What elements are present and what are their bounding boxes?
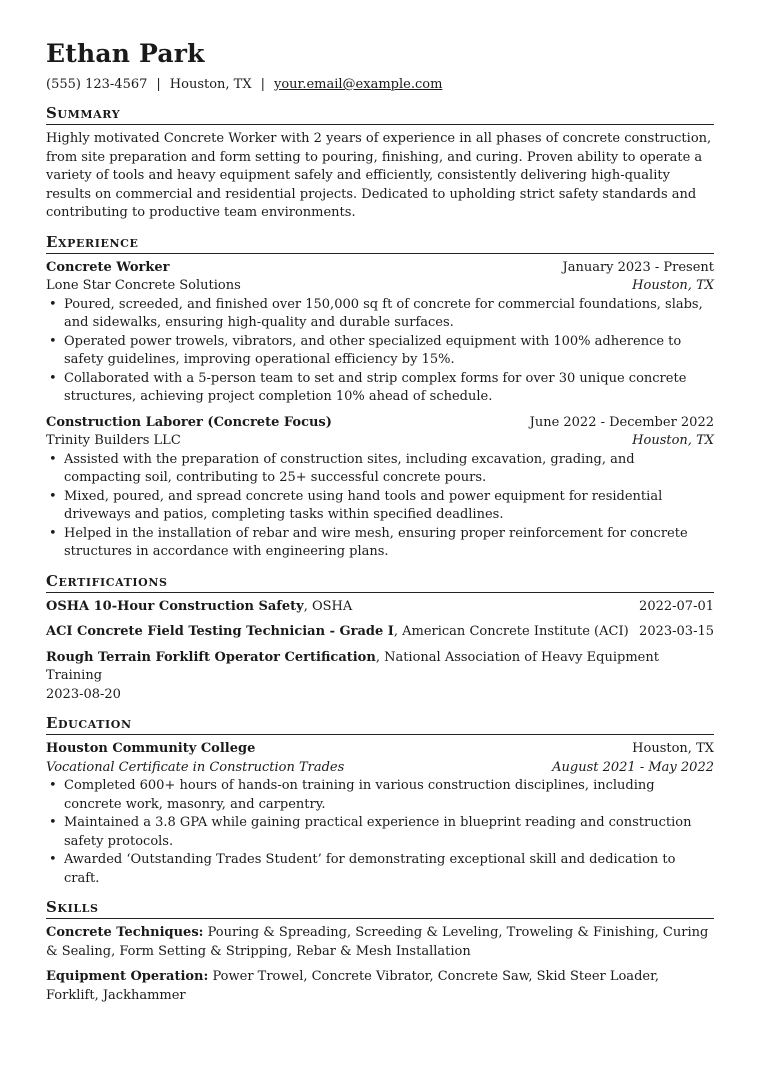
certification-name: OSHA 10-Hour Construction Safety — [46, 598, 304, 614]
bullet-item: • Completed 600+ hours of hands-on training in various construction disciplines, including concrete work, masonry, and carpentry. — [64, 777, 714, 814]
certification-item — [46, 649, 714, 705]
experience-section — [46, 232, 714, 562]
company-name: Lone Star Concrete Solutions — [46, 278, 241, 293]
certifications-section — [46, 571, 714, 705]
resume-page — [46, 38, 714, 1012]
skill-values: Pouring & Spreading, Screeding & Leveling, Troweling & Finishing, Curing & Sealing, Form Setting & Stripping, Rebar & Mesh Installation — [46, 925, 709, 959]
skill-label: Equipment Operation: — [46, 969, 209, 984]
contact-separator: | — [260, 77, 265, 92]
school-name: Houston Community College — [46, 741, 256, 756]
job-location: Houston, TX — [632, 278, 714, 293]
certification-date: 2023-03-15 — [639, 624, 714, 639]
phone: (555) 123-4567 — [46, 77, 148, 92]
section-heading-experience: Experience — [46, 232, 714, 254]
skill-values: Power Trowel, Concrete Vibrator, Concrete Saw, Skid Steer Loader, Forklift, Jackhammer — [46, 969, 659, 1003]
skill-group — [46, 968, 714, 1005]
program-name: Vocational Certificate in Construction Trades — [46, 759, 345, 775]
bullet-item: • Operated power trowels, vibrators, and other specialized equipment with 100% adherence to safety guidelines, improving operational efficiency by 15%. — [64, 333, 714, 370]
certification-item — [46, 598, 714, 617]
section-heading-skills: Skills — [46, 897, 714, 919]
section-heading-summary: Summary — [46, 103, 714, 125]
job-title: Concrete Worker — [46, 259, 170, 275]
certification-date: 2022-07-01 — [639, 598, 714, 614]
job-entry — [46, 259, 714, 407]
section-heading-certifications: Certifications — [46, 571, 714, 593]
contact-line — [46, 76, 714, 94]
skill-label: Concrete Techniques: — [46, 925, 204, 940]
location: Houston, TX — [169, 77, 252, 92]
certification-name: Rough Terrain Forklift Operator Certification — [46, 649, 376, 665]
job-title: Construction Laborer (Concrete Focus) — [46, 414, 332, 430]
job-location: Houston, TX — [632, 433, 714, 448]
summary-text: Highly motivated Concrete Worker with 2 years of experience in all phases of concrete construction, from site preparation and form setting to pouring, finishing, and curing. Proven ability to operate a variety of tools and heavy equipment safely and efficiently, consistently delivering high-quality results on commercial and residential projects. Dedicated to upholding strict safety standards and contributing to productive team environments. — [46, 131, 712, 220]
skill-group — [46, 924, 714, 961]
section-heading-education: Education — [46, 713, 714, 735]
bullet-item: • Maintained a 3.8 GPA while gaining practical experience in blueprint reading and construction safety protocols. — [64, 814, 714, 851]
certification-item — [46, 623, 714, 642]
certification-issuer: , National Association of Heavy Equipment Training — [46, 649, 659, 683]
education-section — [46, 713, 714, 888]
job-bullets — [46, 451, 714, 562]
education-bullets — [46, 777, 714, 888]
job-dates: January 2023 - Present — [562, 259, 714, 275]
job-dates: June 2022 - December 2022 — [529, 414, 714, 430]
bullet-item: • Collaborated with a 5-person team to set and strip complex forms for over 30 unique concrete structures, achieving project completion 10% ahead of schedule. — [64, 370, 714, 407]
company-name: Trinity Builders LLC — [46, 433, 181, 448]
contact-separator: | — [156, 77, 161, 92]
skills-section — [46, 897, 714, 1005]
candidate-name: Ethan Park — [46, 39, 205, 68]
certification-issuer: , American Concrete Institute (ACI) — [393, 624, 629, 639]
bullet-item: • Assisted with the preparation of construction sites, including excavation, grading, and compacting soil, contributing to 25+ successful concrete pours. — [64, 451, 714, 488]
bullet-item: • Mixed, poured, and spread concrete using hand tools and power equipment for residential driveways and patios, completing tasks within specified deadlines. — [64, 488, 714, 525]
bullet-item: • Awarded ‘Outstanding Trades Student’ for demonstrating exceptional skill and dedication to craft. — [64, 851, 714, 888]
summary-section — [46, 103, 714, 223]
certification-name: ACI Concrete Field Testing Technician - Grade I — [46, 624, 394, 639]
bullet-item: • Helped in the installation of rebar and wire mesh, ensuring proper reinforcement for concrete structures in accordance with engineering plans. — [64, 525, 714, 562]
education-dates: August 2021 - May 2022 — [552, 759, 714, 775]
certification-issuer: , OSHA — [303, 598, 353, 614]
bullet-item: • Poured, screeded, and finished over 150,000 sq ft of concrete for commercial foundations, slabs, and sidewalks, ensuring high-quality and durable surfaces. — [64, 296, 714, 333]
certification-date: 2023-08-20 — [46, 686, 121, 702]
school-location: Houston, TX — [632, 741, 714, 756]
email-link[interactable]: your.email@example.com — [274, 77, 443, 92]
job-entry — [46, 414, 714, 562]
job-bullets — [46, 296, 714, 407]
